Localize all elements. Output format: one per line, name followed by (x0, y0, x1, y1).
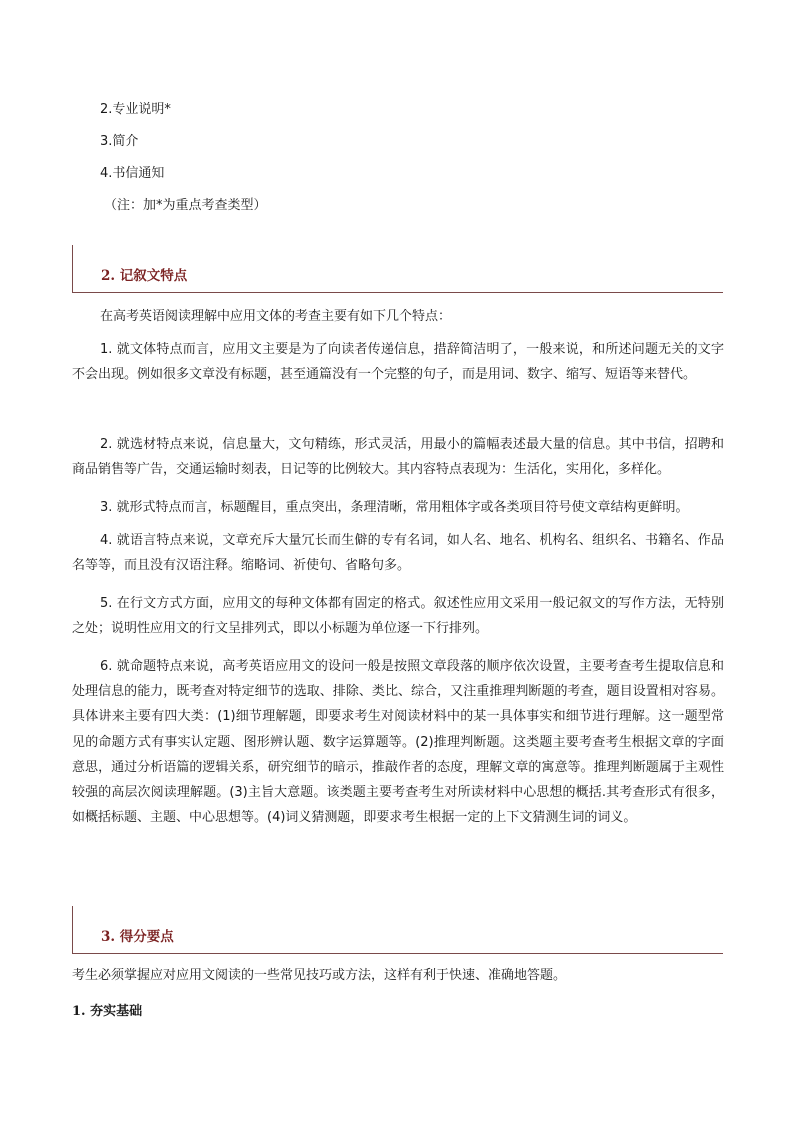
section-2-title: 2. 记叙文特点 (101, 268, 188, 284)
section-2-item-4: 4. 就语言特点来说，文章充斥大量冗长而生僻的专有名词，如人名、地名、机构名、组织名、书籍名、作品名等等，而且没有汉语注释。缩略词、祈使句、省略句多。 (72, 533, 724, 574)
section-2-header (72, 245, 723, 293)
type-list-item: 2.专业说明* (100, 102, 171, 117)
section-2-item-5: 5. 在行文方式方面，应用文的每种文体都有固定的格式。叙述性应用文采用一般记叙文的写作方法，无特别之处；说明性应用文的行文呈排列式，即以小标题为单位逐一下行排列。 (72, 596, 724, 637)
type-list-item: 3.简介 (100, 134, 139, 149)
section-2-item-2: 2. 就选材特点来说，信息量大，文句精练，形式灵活，用最小的篇幅表述最大量的信息。其中书信，招聘和商品销售等广告，交通运输时刻表，日记等的比例较大。其内容特点表现为：生活化，实用化，多样化。 (72, 437, 724, 478)
section-2-intro: 在高考英语阅读理解中应用文体的考查主要有如下几个特点： (100, 309, 452, 324)
type-list-item: 4.书信通知 (100, 166, 165, 181)
section-2-item-6: 6. 就命题特点来说，高考英语应用文的设问一般是按照文章段落的顺序依次设置，主要考查考生提取信息和处理信息的能力，既考查对特定细节的选取、排除、类比、综合，又注重推理判断题的考查，题目设置相对容易。具体讲来主要有四大类：(1)细节理解题，即要求考生对阅读材料中的某一具体事实和细节进行理解。这一题型常见的命题方式有事实认定题、图形辨认题、数字运算题等。(2)推理判断题。这类题主要考查考生根据文章的字面意思，通过分析语篇的逻辑关系，研究细节的暗示，推敲作者的态度，理解文章的寓意等。推理判断题属于主观性较强的高层次阅读理解题。(3)主旨大意题。该类题主要考查考生对所读材料中心思想的概括.其考查形式有很多，如概括标题、主题、中心思想等。(4)词义猜测题，即要求考生根据一定的上下文猜测生词的词义。 (72, 659, 724, 826)
section-3-intro: 考生必须掌握应对应用文阅读的一些常见技巧或方法，这样有利于快速、准确地答题。 (72, 968, 567, 983)
section-3-subheading: 1. 夯实基础 (72, 1004, 143, 1019)
section-2-item-1: 1. 就文体特点而言，应用文主要是为了向读者传递信息，措辞简洁明了，一般来说，和所述问题无关的文字不会出现。例如很多文章没有标题，甚至通篇没有一个完整的句子，而是用词、数字、缩写、短语等来替代。 (72, 342, 724, 383)
section-2-item-3: 3. 就形式特点而言，标题醒目，重点突出，条理清晰，常用粗体字或各类项目符号使文章结构更鲜明。 (100, 500, 689, 515)
section-3-title: 3. 得分要点 (101, 929, 174, 945)
type-list-note: （注：加*为重点考查类型） (104, 198, 267, 213)
section-3-header (72, 906, 723, 954)
